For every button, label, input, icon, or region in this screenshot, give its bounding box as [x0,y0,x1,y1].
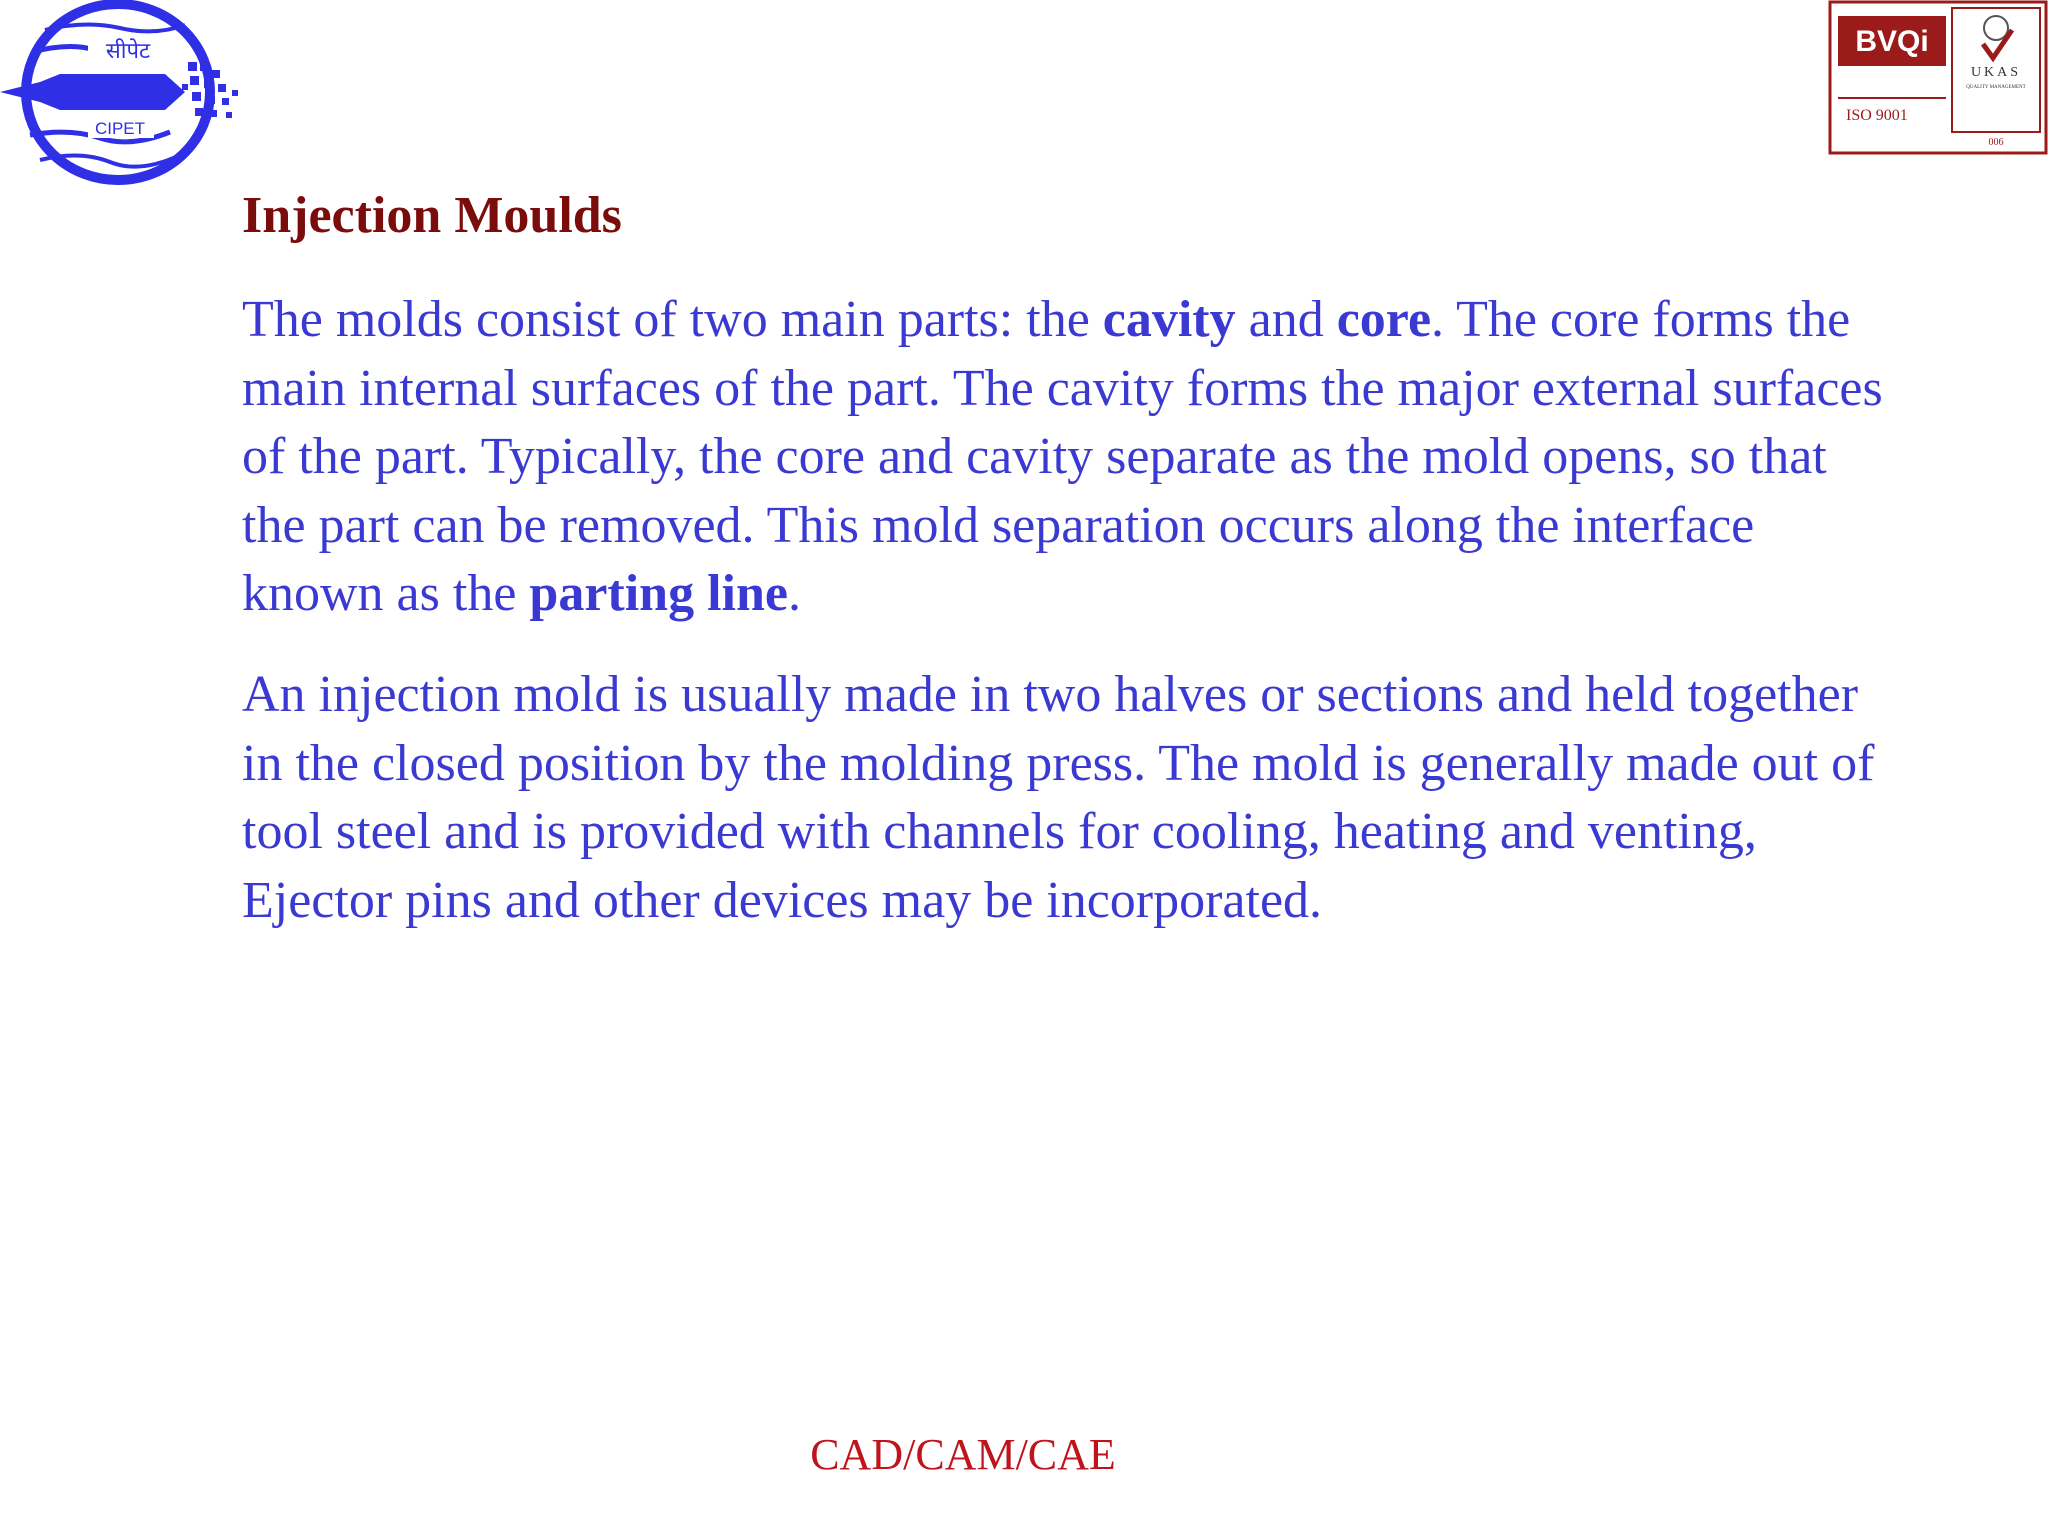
cipet-hindi-text: सीपेट [105,39,151,64]
cipet-logo [0,0,250,190]
paragraph-molds-parts: The molds consist of two main parts: the cavity and core. The core forms the main internal surfaces of the part. The cavity forms the major external surfaces of the part. Typically, the core and cavity separate as the mold opens, so that the part can be removed. This mold separation occurs along the interface known as the parting line. [242,291,1883,622]
certification-logo [1828,0,2048,155]
footer-label: CAD/CAM/CAE [810,1430,1116,1479]
slide-title: Injection Moulds [242,187,622,244]
term-parting-line: parting line [529,565,788,622]
cipet-text: CIPET [94,119,146,138]
ukas-text: UKAS [1970,65,2022,80]
paragraph-mold-construction: An injection mold is usually made in two halves or sections and held together in the closed position by the molding press. The mold is generally made out of tool steel and is provided with channels for cooling, heating and venting, Ejector pins and other devices may be incorporated. [242,666,1875,929]
ukas-subtext: QUALITY MANAGEMENT [1966,85,2026,90]
iso-text: ISO 9001 [1846,107,1908,124]
term-core: core [1336,291,1432,348]
term-cavity: cavity [1102,291,1236,348]
bvqi-text: BVQi [1855,25,1929,58]
cert-number: 006 [1988,137,2004,148]
